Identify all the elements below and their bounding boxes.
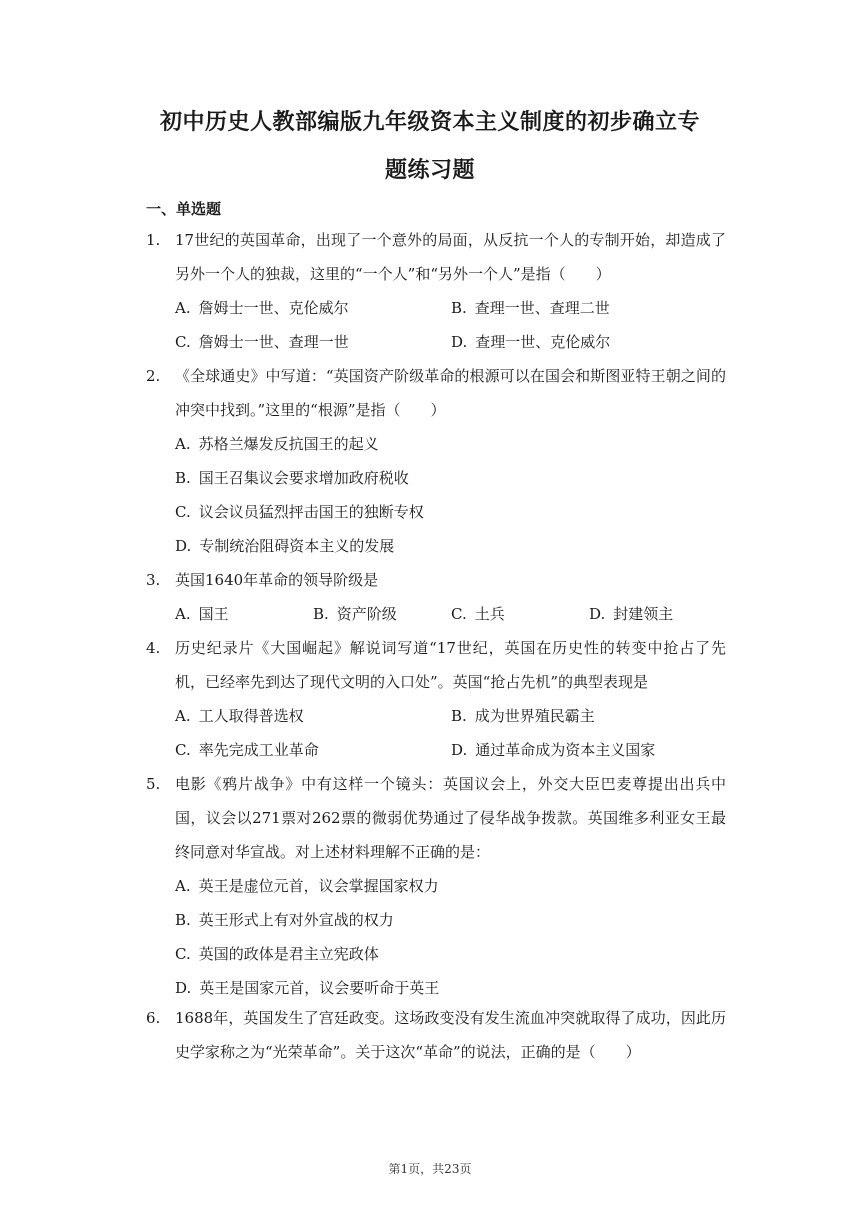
option-c: C. 英国的政体是君主立宪政体 xyxy=(175,945,379,963)
question-number: 5. xyxy=(146,775,161,793)
option-d: D. 专制统治阻碍资本主义的发展 xyxy=(175,537,395,555)
title-line-2: 题练习题 xyxy=(384,157,475,183)
option-d: D. 通过革命成为资本主义国家 xyxy=(451,741,656,759)
question-5 xyxy=(146,767,726,869)
question-text: 《全球通史》中写道：“英国资产阶级革命的根源可以在国会和斯图亚特王朝之间的冲突中找到。”这里的“根源”是指（ ） xyxy=(175,367,726,419)
option-a: A. 詹姆士一世、克伦威尔 xyxy=(175,299,349,317)
option-b: B. 资产阶级 xyxy=(313,605,397,623)
question-text: 电影《鸦片战争》中有这样一个镜头：英国议会上，外交大臣巴麦尊提出出兵中国，议会以271票对262票的微弱优势通过了侵华战争拨款。英国维多利亚女王最终同意对华宣战。对上述材料理解不正确的是： xyxy=(175,775,726,861)
question-number: 3. xyxy=(146,571,161,589)
question-4 xyxy=(146,631,726,699)
question-text: 1688年，英国发生了宫廷政变。这场政变没有发生流血冲突就取得了成功，因此历史学家称之为“光荣革命”。关于这次“革命”的说法，正确的是（ ） xyxy=(175,1009,726,1061)
option-c: C. 詹姆士一世、查理一世 xyxy=(175,333,349,351)
section-heading: 一、单选题 xyxy=(146,200,222,218)
question-number: 1. xyxy=(146,231,161,249)
question-text: 英国1640年革命的领导阶级是 xyxy=(175,571,379,589)
question-2-options xyxy=(175,427,735,563)
option-a: A. 苏格兰爆发反抗国王的起义 xyxy=(175,435,379,453)
question-number: 4. xyxy=(146,639,161,657)
question-3-options xyxy=(175,597,735,631)
page-footer: 第1页，共23页 xyxy=(388,1162,472,1176)
question-4-options xyxy=(175,699,735,767)
option-b: B. 成为世界殖民霸主 xyxy=(451,707,595,725)
question-2 xyxy=(146,359,726,427)
option-d: D. 英王是国家元首，议会要听命于英王 xyxy=(175,979,440,997)
option-a: A. 工人取得普选权 xyxy=(175,707,304,725)
option-c: C. 土兵 xyxy=(451,605,505,623)
question-5-options xyxy=(175,869,735,1005)
option-b: B. 查理一世、查理二世 xyxy=(451,299,610,317)
question-text: 历史纪录片《大国崛起》解说词写道“17世纪，英国在历史性的转变中抢占了先机，已经率先到达了现代文明的入口处”。英国“抢占先机”的典型表现是 xyxy=(175,639,726,691)
question-6 xyxy=(146,1001,726,1069)
option-a: A. 英王是虚位元首，议会掌握国家权力 xyxy=(175,877,439,895)
option-d: D. 封建领主 xyxy=(589,605,674,623)
question-text: 17世纪的英国革命，出现了一个意外的局面，从反抗一个人的专制开始，却造成了另外一个人的独裁，这里的“一个人”和“另外一个人”是指（ ） xyxy=(175,231,726,283)
document-title xyxy=(120,98,740,194)
option-d: D. 查理一世、克伦威尔 xyxy=(451,333,611,351)
question-1 xyxy=(146,223,726,291)
question-number: 6. xyxy=(146,1009,161,1027)
option-b: B. 国王召集议会要求增加政府税收 xyxy=(175,469,409,487)
question-number: 2. xyxy=(146,367,161,385)
option-a: A. 国王 xyxy=(175,605,229,623)
title-line-1: 初中历史人教部编版九年级资本主义制度的初步确立专 xyxy=(159,109,700,135)
question-3 xyxy=(146,563,726,597)
option-b: B. 英王形式上有对外宣战的权力 xyxy=(175,911,394,929)
option-c: C. 议会议员猛烈抨击国王的独断专权 xyxy=(175,503,424,521)
question-1-options xyxy=(175,291,735,359)
option-c: C. 率先完成工业革命 xyxy=(175,741,319,759)
